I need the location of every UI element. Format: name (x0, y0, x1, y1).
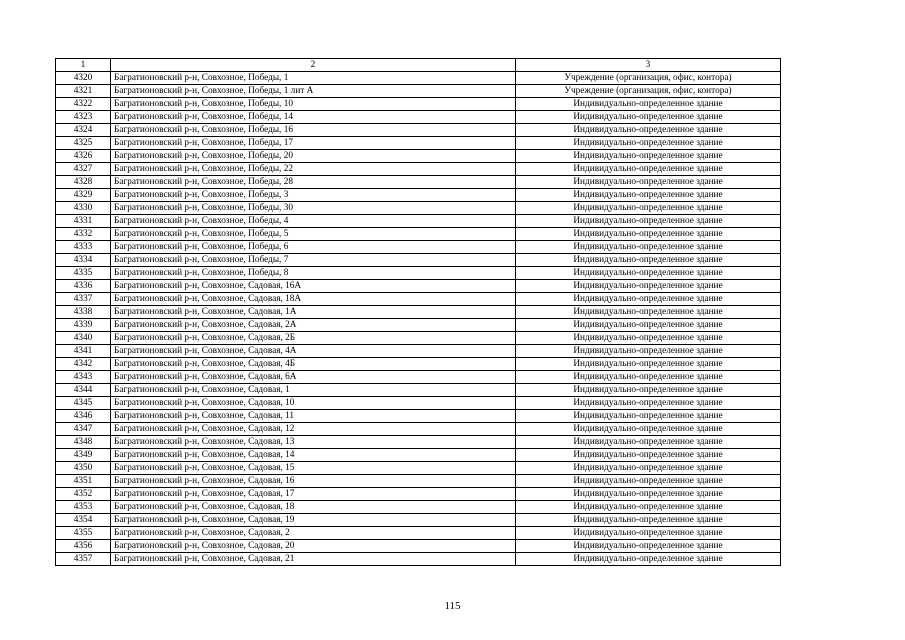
table-row (56, 384, 781, 397)
building-type-cell: Индивидуально-определенное здание (516, 163, 781, 176)
row-number-cell: 4337 (56, 293, 111, 306)
building-type-cell: Индивидуально-определенное здание (516, 410, 781, 423)
table-row (56, 72, 781, 85)
row-number-cell: 4355 (56, 527, 111, 540)
building-type-cell: Индивидуально-определенное здание (516, 436, 781, 449)
address-cell: Багратионовский р-н, Совхозное, Победы, 10 (111, 98, 516, 111)
row-number-cell: 4353 (56, 501, 111, 514)
table-row (56, 306, 781, 319)
address-cell: Багратионовский р-н, Совхозное, Садовая, 18А (111, 293, 516, 306)
table-row (56, 254, 781, 267)
row-number-cell: 4340 (56, 332, 111, 345)
row-number-cell: 4346 (56, 410, 111, 423)
column-header-1: 1 (56, 59, 111, 72)
address-cell: Багратионовский р-н, Совхозное, Садовая, 18 (111, 501, 516, 514)
address-cell: Багратионовский р-н, Совхозное, Победы, 17 (111, 137, 516, 150)
table-row (56, 124, 781, 137)
building-type-cell: Индивидуально-определенное здание (516, 384, 781, 397)
table-row (56, 540, 781, 553)
table-row (56, 449, 781, 462)
building-type-cell: Индивидуально-определенное здание (516, 527, 781, 540)
table-row (56, 475, 781, 488)
address-cell: Багратионовский р-н, Совхозное, Садовая, 2Б (111, 332, 516, 345)
address-cell: Багратионовский р-н, Совхозное, Победы, 4 (111, 215, 516, 228)
address-cell: Багратионовский р-н, Совхозное, Победы, 28 (111, 176, 516, 189)
address-cell: Багратионовский р-н, Совхозное, Садовая, 1 (111, 384, 516, 397)
table-header-row (56, 59, 781, 72)
table-body (56, 59, 781, 566)
table-row (56, 202, 781, 215)
building-type-cell: Индивидуально-определенное здание (516, 345, 781, 358)
row-number-cell: 4322 (56, 98, 111, 111)
address-cell: Багратионовский р-н, Совхозное, Садовая, 14 (111, 449, 516, 462)
column-header-2: 2 (111, 59, 516, 72)
building-type-cell: Индивидуально-определенное здание (516, 540, 781, 553)
building-type-cell: Индивидуально-определенное здание (516, 176, 781, 189)
table-row (56, 371, 781, 384)
building-type-cell: Индивидуально-определенное здание (516, 254, 781, 267)
row-number-cell: 4350 (56, 462, 111, 475)
column-header-3: 3 (516, 59, 781, 72)
row-number-cell: 4345 (56, 397, 111, 410)
row-number-cell: 4351 (56, 475, 111, 488)
table-row (56, 527, 781, 540)
row-number-cell: 4341 (56, 345, 111, 358)
row-number-cell: 4339 (56, 319, 111, 332)
row-number-cell: 4324 (56, 124, 111, 137)
address-cell: Багратионовский р-н, Совхозное, Победы, 8 (111, 267, 516, 280)
address-cell: Багратионовский р-н, Совхозное, Победы, 30 (111, 202, 516, 215)
table-row (56, 189, 781, 202)
table-row (56, 501, 781, 514)
building-type-cell: Учреждение (организация, офис, контора) (516, 85, 781, 98)
building-type-cell: Индивидуально-определенное здание (516, 306, 781, 319)
row-number-cell: 4334 (56, 254, 111, 267)
row-number-cell: 4320 (56, 72, 111, 85)
table-row (56, 293, 781, 306)
row-number-cell: 4347 (56, 423, 111, 436)
building-type-cell: Индивидуально-определенное здание (516, 215, 781, 228)
address-cell: Багратионовский р-н, Совхозное, Садовая, 1А (111, 306, 516, 319)
building-type-cell: Индивидуально-определенное здание (516, 462, 781, 475)
table-row (56, 319, 781, 332)
row-number-cell: 4326 (56, 150, 111, 163)
table-row (56, 111, 781, 124)
table-row (56, 215, 781, 228)
address-cell: Багратионовский р-н, Совхозное, Победы, 1 (111, 72, 516, 85)
address-cell: Багратионовский р-н, Совхозное, Садовая, 4Б (111, 358, 516, 371)
row-number-cell: 4336 (56, 280, 111, 293)
table-row (56, 241, 781, 254)
table-row (56, 150, 781, 163)
building-type-cell: Индивидуально-определенное здание (516, 150, 781, 163)
table-row (56, 176, 781, 189)
row-number-cell: 4348 (56, 436, 111, 449)
building-type-cell: Индивидуально-определенное здание (516, 423, 781, 436)
table-row (56, 410, 781, 423)
building-type-cell: Индивидуально-определенное здание (516, 267, 781, 280)
address-cell: Багратионовский р-н, Совхозное, Победы, 22 (111, 163, 516, 176)
table-row (56, 85, 781, 98)
row-number-cell: 4327 (56, 163, 111, 176)
row-number-cell: 4328 (56, 176, 111, 189)
building-type-cell: Учреждение (организация, офис, контора) (516, 72, 781, 85)
address-cell: Багратионовский р-н, Совхозное, Садовая, 19 (111, 514, 516, 527)
address-cell: Багратионовский р-н, Совхозное, Садовая, 10 (111, 397, 516, 410)
row-number-cell: 4333 (56, 241, 111, 254)
table-row (56, 137, 781, 150)
row-number-cell: 4338 (56, 306, 111, 319)
row-number-cell: 4349 (56, 449, 111, 462)
address-cell: Багратионовский р-н, Совхозное, Садовая, 12 (111, 423, 516, 436)
building-type-cell: Индивидуально-определенное здание (516, 111, 781, 124)
table-row (56, 462, 781, 475)
table-row (56, 436, 781, 449)
table-row (56, 397, 781, 410)
row-number-cell: 4352 (56, 488, 111, 501)
building-type-cell: Индивидуально-определенное здание (516, 137, 781, 150)
row-number-cell: 4343 (56, 371, 111, 384)
building-type-cell: Индивидуально-определенное здание (516, 280, 781, 293)
address-cell: Багратионовский р-н, Совхозное, Победы, 20 (111, 150, 516, 163)
table-row (56, 488, 781, 501)
building-type-cell: Индивидуально-определенное здание (516, 293, 781, 306)
address-cell: Багратионовский р-н, Совхозное, Победы, 7 (111, 254, 516, 267)
address-cell: Багратионовский р-н, Совхозное, Садовая, 11 (111, 410, 516, 423)
building-type-cell: Индивидуально-определенное здание (516, 358, 781, 371)
building-type-cell: Индивидуально-определенное здание (516, 475, 781, 488)
address-cell: Багратионовский р-н, Совхозное, Садовая, 21 (111, 553, 516, 566)
building-type-cell: Индивидуально-определенное здание (516, 553, 781, 566)
row-number-cell: 4332 (56, 228, 111, 241)
building-type-cell: Индивидуально-определенное здание (516, 228, 781, 241)
table-row (56, 514, 781, 527)
table-row (56, 358, 781, 371)
building-type-cell: Индивидуально-определенное здание (516, 189, 781, 202)
table-row (56, 332, 781, 345)
table-row (56, 98, 781, 111)
row-number-cell: 4344 (56, 384, 111, 397)
building-type-cell: Индивидуально-определенное здание (516, 124, 781, 137)
address-cell: Багратионовский р-н, Совхозное, Победы, 16 (111, 124, 516, 137)
row-number-cell: 4342 (56, 358, 111, 371)
address-cell: Багратионовский р-н, Совхозное, Победы, 3 (111, 189, 516, 202)
row-number-cell: 4321 (56, 85, 111, 98)
address-cell: Багратионовский р-н, Совхозное, Победы, 5 (111, 228, 516, 241)
row-number-cell: 4330 (56, 202, 111, 215)
table-row (56, 423, 781, 436)
registry-table (55, 58, 781, 566)
address-cell: Багратионовский р-н, Совхозное, Садовая, 2 (111, 527, 516, 540)
address-cell: Багратионовский р-н, Совхозное, Победы, 6 (111, 241, 516, 254)
row-number-cell: 4335 (56, 267, 111, 280)
table-row (56, 228, 781, 241)
address-cell: Багратионовский р-н, Совхозное, Садовая, 16 (111, 475, 516, 488)
row-number-cell: 4356 (56, 540, 111, 553)
address-cell: Багратионовский р-н, Совхозное, Садовая, 17 (111, 488, 516, 501)
address-cell: Багратионовский р-н, Совхозное, Садовая, 6А (111, 371, 516, 384)
building-type-cell: Индивидуально-определенное здание (516, 449, 781, 462)
building-type-cell: Индивидуально-определенное здание (516, 319, 781, 332)
page-number: 115 (444, 600, 461, 612)
row-number-cell: 4323 (56, 111, 111, 124)
address-cell: Багратионовский р-н, Совхозное, Садовая, 4А (111, 345, 516, 358)
table-row (56, 345, 781, 358)
building-type-cell: Индивидуально-определенное здание (516, 332, 781, 345)
address-cell: Багратионовский р-н, Совхозное, Садовая, 15 (111, 462, 516, 475)
address-cell: Багратионовский р-н, Совхозное, Садовая, 13 (111, 436, 516, 449)
table-row (56, 163, 781, 176)
building-type-cell: Индивидуально-определенное здание (516, 241, 781, 254)
row-number-cell: 4354 (56, 514, 111, 527)
table-row (56, 267, 781, 280)
address-cell: Багратионовский р-н, Совхозное, Садовая, 16А (111, 280, 516, 293)
address-cell: Багратионовский р-н, Совхозное, Садовая, 2А (111, 319, 516, 332)
address-cell: Багратионовский р-н, Совхозное, Садовая, 20 (111, 540, 516, 553)
building-type-cell: Индивидуально-определенное здание (516, 371, 781, 384)
address-cell: Багратионовский р-н, Совхозное, Победы, 14 (111, 111, 516, 124)
address-cell: Багратионовский р-н, Совхозное, Победы, 1 лит А (111, 85, 516, 98)
building-type-cell: Индивидуально-определенное здание (516, 501, 781, 514)
row-number-cell: 4357 (56, 553, 111, 566)
table-row (56, 280, 781, 293)
building-type-cell: Индивидуально-определенное здание (516, 397, 781, 410)
building-type-cell: Индивидуально-определенное здание (516, 202, 781, 215)
row-number-cell: 4329 (56, 189, 111, 202)
building-type-cell: Индивидуально-определенное здание (516, 514, 781, 527)
row-number-cell: 4331 (56, 215, 111, 228)
row-number-cell: 4325 (56, 137, 111, 150)
building-type-cell: Индивидуально-определенное здание (516, 488, 781, 501)
table-row (56, 553, 781, 566)
building-type-cell: Индивидуально-определенное здание (516, 98, 781, 111)
